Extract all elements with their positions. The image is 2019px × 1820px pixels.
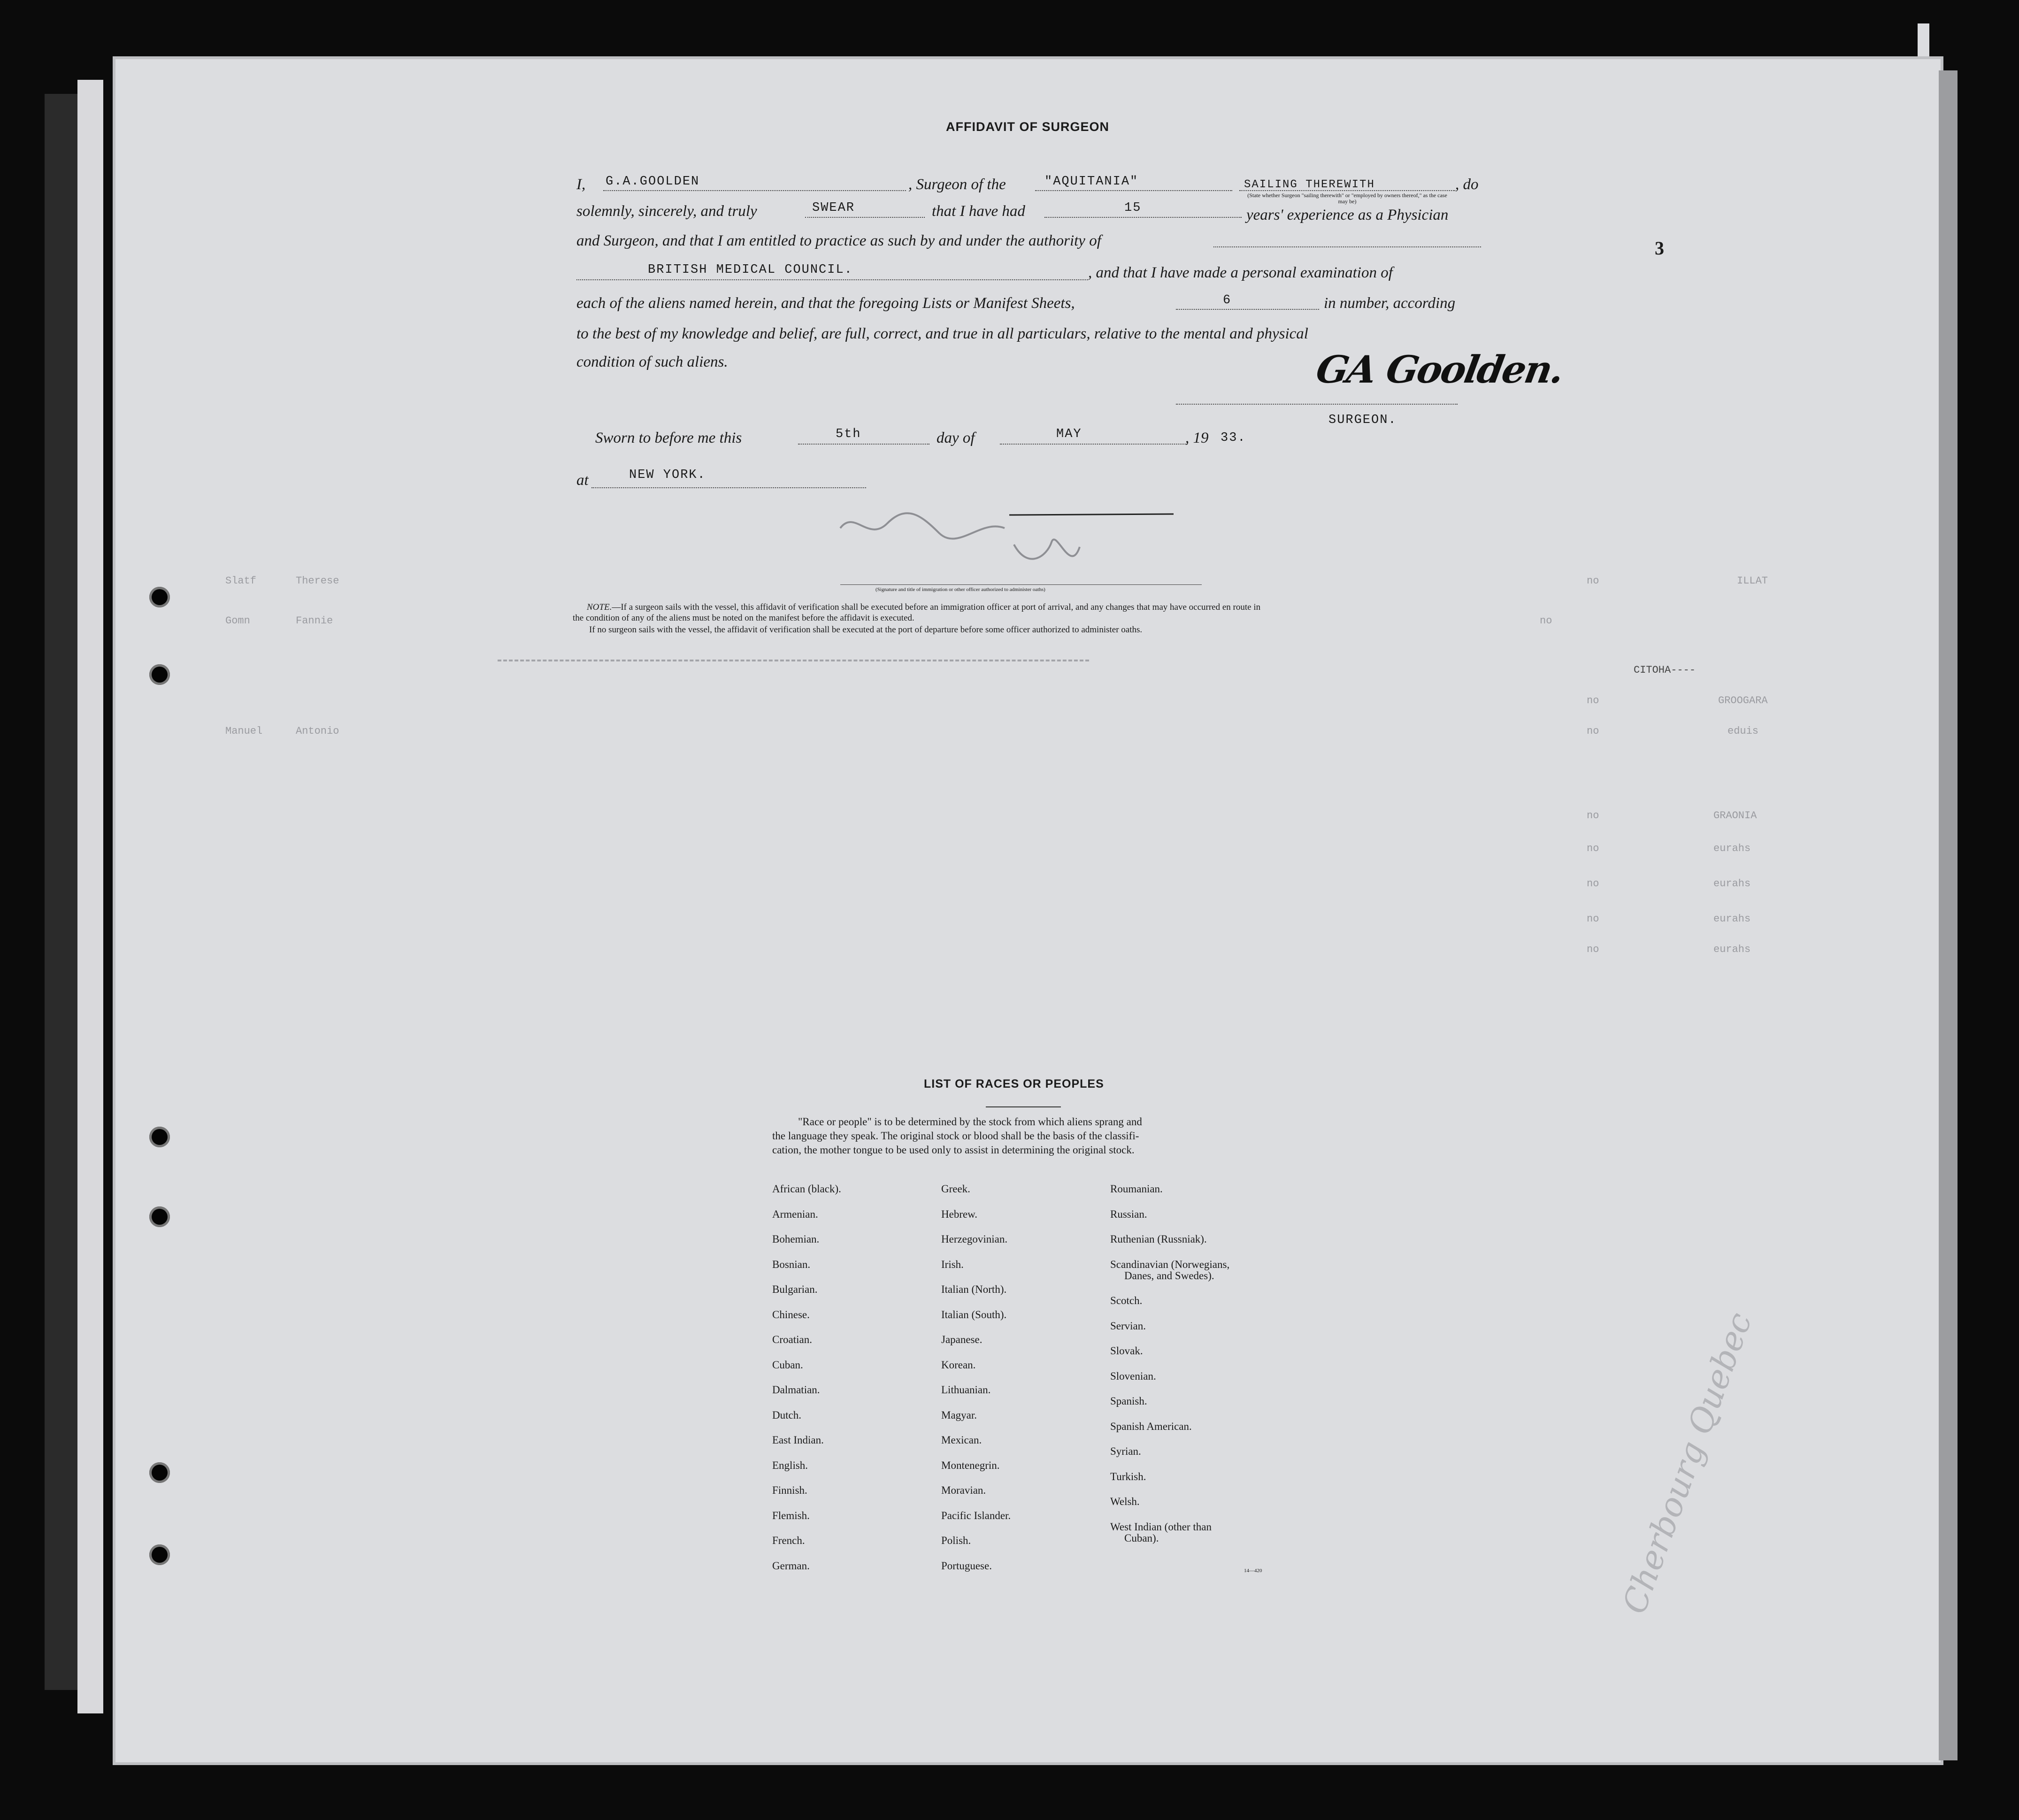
affidavit-line1-mid: , Surgeon of the [908,176,1006,193]
race-item: Lithuanian. [941,1384,991,1396]
ship-name-value: "AQUITANIA" [1044,175,1139,189]
bleed-row [225,810,1845,829]
race-item: Italian (South). [941,1308,1007,1321]
race-item: Servian. [1110,1320,1146,1332]
bleed-cell: no [1587,695,1599,706]
bleed-cell: eduis [1727,725,1759,737]
race-item: Slovenian. [1110,1370,1156,1382]
race-item: Dutch. [772,1409,801,1421]
note-label: NOTE. [587,602,612,612]
races-intro-1: "Race or people" is to be determined by the stock from which aliens sprang and [798,1116,1142,1128]
race-item: Magyar. [941,1409,977,1421]
bleed-cell: eurahs [1713,843,1751,854]
page-edge [1939,70,1958,1760]
race-item: Cuban. [772,1359,803,1371]
officer-signature-mark [826,500,1183,584]
race-item: Finnish. [772,1484,807,1496]
races-title-rule [986,1106,1061,1107]
years-field-line [1044,217,1242,218]
sworn-day-value: 5th [836,427,861,441]
bleed-row [225,913,1845,932]
surgeon-name-field-line [603,190,906,191]
bleed-cell: Slatf [225,575,257,587]
affidavit-line7: condition of such aliens. [576,353,728,370]
race-item: Bulgarian. [772,1283,818,1295]
race-item: Welsh. [1110,1496,1140,1507]
bleed-cell: eurahs [1713,913,1751,925]
sworn-month-field-line [1000,444,1188,445]
race-item: Turkish. [1110,1470,1146,1482]
sailing-note: (State whether Surgeon "sailing therewith" or "employed by owners thereof," as the case may be) [1247,192,1447,205]
bleed-cell: Manuel [225,725,263,737]
affidavit-line1-prefix: I, [576,176,586,193]
affidavit-line5-prefix: each of the aliens named herein, and that the foregoing Lists or Manifest Sheets, [576,295,1075,312]
race-item: Scandinavian (Norwegians, [1110,1258,1230,1270]
bleed-cell: no [1587,878,1599,890]
race-item: Bosnian. [772,1258,811,1270]
punch-hole [149,587,170,607]
races-title: LIST OF RACES OR PEOPLES [924,1077,1104,1090]
race-item: French. [772,1535,805,1546]
race-item: Ruthenian (Russniak). [1110,1233,1207,1245]
sworn-year-value: 33. [1221,431,1246,445]
surgeon-name-value: G.A.GOOLDEN [606,175,700,189]
bleed-cell: no [1587,575,1599,587]
authority-field-line-b [576,279,1088,280]
punch-hole [149,1544,170,1565]
bleed-cell: Therese [296,575,339,587]
affidavit-line2-suffix: years' experience as a Physician [1246,207,1449,223]
races-intro-2: the language they speak. The original stock or blood shall be the basis of the classifi- [772,1130,1139,1142]
race-item: Cuban). [1124,1532,1159,1544]
race-item: Spanish. [1110,1395,1147,1407]
sworn-year-prefix: , 19 [1185,430,1209,446]
bleed-cell: GRAONIA [1713,810,1757,822]
sworn-month-value: MAY [1056,427,1082,441]
bleed-row [225,944,1845,962]
bleed-cell: Fannie [296,615,333,627]
bleed-row [225,615,1845,676]
sheets-field-line [1176,309,1319,310]
race-item: Chinese. [772,1308,810,1321]
affidavit-line2-mid: that I have had [932,203,1025,220]
form-number: 14—420 [1244,1568,1262,1574]
races-intro-3: cation, the mother tongue to be used only to assist in determining the original stock. [772,1144,1135,1156]
at-prefix: at [576,472,589,489]
race-item: Spanish American. [1110,1420,1192,1432]
bleed-cell: no [1587,944,1599,955]
note-line2: the condition of any of the aliens must be noted on the manifest before the affidavit is executed. [573,613,914,623]
race-item: German. [772,1559,810,1572]
race-item: Moravian. [941,1484,986,1496]
bleed-cell: no [1587,843,1599,854]
bleed-row [225,878,1845,897]
race-item: East Indian. [772,1434,824,1446]
affidavit-note [587,602,1260,613]
affidavit-line2-prefix: solemnly, sincerely, and truly [576,203,757,220]
binding-strip [45,94,77,1690]
affidavit-line4-suffix: , and that I have made a personal examination of [1088,264,1393,281]
surgeon-signature-line [1176,390,1467,418]
note-line3: If no surgeon sails with the vessel, the affidavit of verification shall be executed at the port of departure before some officer authorized to administer oaths. [589,625,1143,635]
race-item: Dalmatian. [772,1384,820,1396]
punch-hole [149,664,170,685]
bleed-typed-line [498,660,1089,661]
race-item: Portuguese. [941,1559,992,1572]
race-item: Armenian. [772,1208,818,1220]
note-line1: —If a surgeon sails with the vessel, this affidavit of verification shall be executed before an immigration officer at port of arrival, and any changes that may have occurred en route in [612,602,1261,612]
race-item: Bohemian. [772,1233,820,1245]
bleed-cell: CITOHA---- [1634,664,1696,676]
sworn-day-field-line [798,444,929,445]
affidavit-line3: and Surgeon, and that I am entitled to practice as such by and under the authority of [576,232,1101,249]
years-value: 15 [1124,201,1142,215]
surgeon-signature-dotline [1176,404,1458,405]
affidavit-title: AFFIDAVIT OF SURGEON [946,120,1109,134]
sheets-count-value: 6 [1223,293,1232,307]
bleed-cell: Antonio [296,725,339,737]
race-item: Japanese. [941,1334,983,1345]
race-item: Flemish. [772,1509,810,1521]
sworn-prefix: Sworn to before me this [595,430,742,446]
race-item: Montenegrin. [941,1459,1000,1471]
surgeon-label: SURGEON. [1328,413,1397,427]
punch-hole [149,1127,170,1147]
bleed-cell: eurahs [1713,944,1751,955]
race-item: Danes, and Swedes). [1124,1269,1214,1282]
race-item: Polish. [941,1535,971,1546]
race-item: Croatian. [772,1334,812,1345]
oath-field-line [805,217,925,218]
race-item: Mexican. [941,1434,982,1446]
authority-field-line-a [1213,246,1481,247]
ship-field-line [1035,190,1232,191]
bleed-cell: no [1540,615,1552,627]
race-item: English. [772,1459,808,1471]
bleed-cell: eurahs [1713,878,1751,890]
affidavit-line5-suffix: in number, according [1324,295,1456,312]
race-item: Scotch. [1110,1295,1143,1306]
race-item: Slovak. [1110,1345,1143,1357]
margin-annotation: Cherbourg Quebec [1615,1307,1760,1619]
race-item: Herzegovinian. [941,1233,1008,1245]
sailing-status-value: SAILING THEREWITH [1244,178,1375,191]
surgeon-signature: GA Goolden. [1313,347,1566,392]
bleed-cell: Gomn [225,615,250,627]
race-item: West Indian (other than [1110,1521,1212,1533]
binding-margin [77,80,103,1713]
race-item: African (black). [772,1183,841,1195]
race-item: Syrian. [1110,1445,1141,1457]
punch-hole [149,1462,170,1483]
authority-value: BRITISH MEDICAL COUNCIL. [648,263,853,277]
bleed-cell: no [1587,810,1599,822]
punch-hole [149,1206,170,1227]
race-item: Korean. [941,1359,976,1371]
sheet-number: 3 [1655,238,1665,259]
race-item: Irish. [941,1258,964,1270]
at-place-value: NEW YORK. [629,468,706,482]
race-item: Roumanian. [1110,1183,1163,1195]
bleed-row [225,843,1845,861]
bleed-row [225,575,1845,594]
affidavit-line6: to the best of my knowledge and belief, are full, correct, and true in all particulars, relative to the mental and physical [576,325,1308,342]
affidavit-line1-suffix: , do [1455,176,1479,193]
bleed-row [225,695,1845,714]
bleed-cell: no [1587,913,1599,925]
race-item: Hebrew. [941,1208,978,1220]
officer-caption: (Signature and title of immigration or other officer authorized to administer oaths) [875,587,1045,592]
oath-value: SWEAR [812,201,855,215]
race-item: Russian. [1110,1208,1147,1220]
bleed-cell: no [1587,725,1599,737]
race-item: Greek. [941,1183,970,1195]
bleed-cell: GROOGARA [1718,695,1768,706]
at-place-field-line [591,487,866,488]
sworn-day-of: day of [937,430,975,446]
bleed-row [225,725,1845,744]
race-item: Pacific Islander. [941,1509,1011,1521]
race-item: Italian (North). [941,1283,1007,1295]
bleed-cell: ILLAT [1737,575,1768,587]
